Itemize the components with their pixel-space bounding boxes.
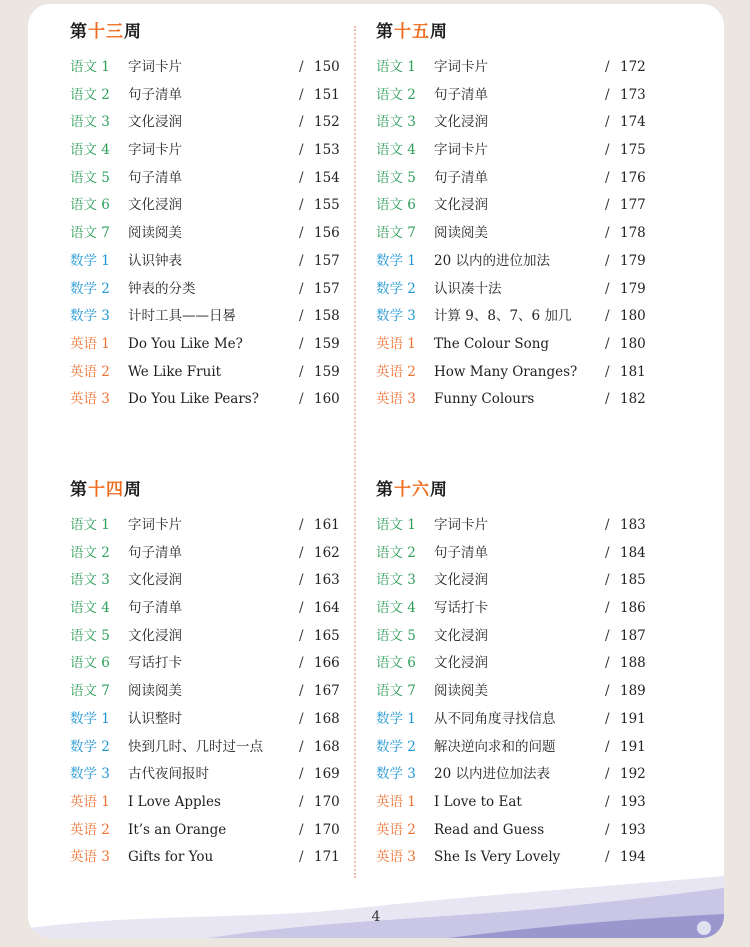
lesson-title: How Many Oranges? bbox=[434, 363, 578, 380]
subject-label: 语文 1 bbox=[376, 59, 416, 75]
subject-label: 数学 3 bbox=[376, 766, 416, 783]
subject-label: 语文 2 bbox=[70, 86, 110, 103]
toc-row[interactable] bbox=[376, 761, 656, 789]
subject-label: 语文 5 bbox=[70, 169, 110, 186]
subject-label: 数学 3 bbox=[70, 308, 110, 325]
subject-label: 英语 2 bbox=[376, 821, 416, 838]
subject-label: 数学 1 bbox=[376, 710, 416, 727]
toc-row[interactable] bbox=[376, 359, 656, 387]
separator: / bbox=[605, 517, 610, 533]
subject-label: 语文 5 bbox=[376, 627, 416, 644]
page-ref: 169 bbox=[314, 766, 340, 783]
separator: / bbox=[299, 683, 304, 700]
page-ref: 152 bbox=[314, 114, 340, 131]
week-title: 第十四周 bbox=[70, 480, 142, 500]
week-title: 第十三周 bbox=[70, 22, 142, 42]
lesson-title: 计时工具——日晷 bbox=[128, 308, 236, 325]
subject-label: 数学 2 bbox=[376, 280, 416, 297]
separator: / bbox=[605, 793, 610, 810]
page-ref: 154 bbox=[314, 169, 340, 186]
lesson-title: 阅读阅美 bbox=[434, 683, 488, 700]
separator: / bbox=[299, 86, 304, 103]
page-ref: 174 bbox=[620, 114, 646, 131]
toc-row[interactable] bbox=[70, 595, 350, 623]
separator: / bbox=[605, 114, 610, 131]
lesson-title: 认识钟表 bbox=[128, 252, 182, 269]
lesson-title: 古代夜间报时 bbox=[128, 766, 209, 783]
subject-label: 语文 1 bbox=[376, 517, 416, 533]
lesson-title: 认识整时 bbox=[128, 710, 182, 727]
lesson-title: 阅读阅美 bbox=[128, 683, 182, 700]
toc-row[interactable] bbox=[70, 734, 350, 762]
toc-row[interactable] bbox=[70, 761, 350, 789]
toc-row[interactable] bbox=[70, 650, 350, 678]
subject-label: 语文 7 bbox=[376, 683, 416, 700]
separator: / bbox=[605, 391, 610, 408]
page-ref: 191 bbox=[620, 738, 646, 755]
separator: / bbox=[299, 114, 304, 131]
separator: / bbox=[299, 627, 304, 644]
toc-row[interactable] bbox=[376, 165, 656, 193]
separator: / bbox=[299, 849, 304, 866]
subject-label: 英语 2 bbox=[70, 363, 110, 380]
separator: / bbox=[605, 821, 610, 838]
separator: / bbox=[605, 363, 610, 380]
lesson-title: 阅读阅美 bbox=[434, 225, 488, 242]
subject-label: 数学 2 bbox=[376, 738, 416, 755]
toc-row[interactable] bbox=[376, 386, 656, 414]
week-title: 第十五周 bbox=[376, 22, 448, 42]
page-ref: 166 bbox=[314, 655, 340, 672]
subject-label: 语文 3 bbox=[376, 114, 416, 131]
subject-label: 数学 3 bbox=[376, 308, 416, 325]
lesson-title: 计算 9、8、7、6 加几 bbox=[434, 308, 572, 325]
page-ref: 181 bbox=[620, 363, 646, 380]
separator: / bbox=[605, 169, 610, 186]
separator: / bbox=[605, 142, 610, 159]
subject-label: 语文 6 bbox=[376, 197, 416, 214]
lesson-title: 文化浸润 bbox=[434, 627, 488, 644]
lesson-title: 20 以内的进位加法 bbox=[434, 252, 550, 269]
page-ref: 157 bbox=[314, 280, 340, 297]
lesson-title: The Colour Song bbox=[434, 335, 550, 352]
page-ref: 159 bbox=[314, 363, 340, 380]
subject-label: 数学 2 bbox=[70, 280, 110, 297]
separator: / bbox=[605, 308, 610, 325]
page-ref: 168 bbox=[314, 710, 340, 727]
subject-label: 语文 6 bbox=[376, 655, 416, 672]
separator: / bbox=[299, 766, 304, 783]
subject-label: 语文 3 bbox=[376, 572, 416, 589]
separator: / bbox=[605, 544, 610, 561]
lesson-title: 快到几时、几时过一点 bbox=[128, 738, 263, 755]
separator: / bbox=[605, 572, 610, 589]
subject-label: 语文 3 bbox=[70, 572, 110, 589]
subject-label: 英语 1 bbox=[70, 793, 110, 810]
page-ref: 182 bbox=[620, 391, 646, 408]
toc-row[interactable] bbox=[70, 331, 350, 359]
lesson-title: 文化浸润 bbox=[434, 197, 488, 214]
separator: / bbox=[299, 59, 304, 75]
toc-row[interactable] bbox=[376, 706, 656, 734]
toc-row[interactable] bbox=[376, 109, 656, 137]
subject-label: 语文 5 bbox=[70, 627, 110, 644]
separator: / bbox=[605, 86, 610, 103]
separator: / bbox=[605, 225, 610, 242]
subject-label: 英语 2 bbox=[376, 363, 416, 380]
separator: / bbox=[299, 142, 304, 159]
toc-row[interactable] bbox=[376, 137, 656, 165]
lesson-title: 认识凑十法 bbox=[434, 280, 502, 297]
week-13-section bbox=[70, 14, 350, 414]
page-ref: 172 bbox=[620, 59, 646, 75]
subject-label: 语文 1 bbox=[70, 517, 110, 533]
lesson-title: 字词卡片 bbox=[434, 59, 488, 75]
page-ref: 171 bbox=[314, 849, 340, 866]
lesson-title: 文化浸润 bbox=[434, 655, 488, 672]
page-ref: 170 bbox=[314, 821, 340, 838]
page-ref: 191 bbox=[620, 710, 646, 727]
toc-row[interactable] bbox=[70, 54, 350, 82]
separator: / bbox=[605, 59, 610, 75]
separator: / bbox=[299, 738, 304, 755]
toc-row[interactable] bbox=[70, 276, 350, 304]
lesson-title: 句子清单 bbox=[434, 169, 488, 186]
toc-row[interactable] bbox=[376, 734, 656, 762]
lesson-title: 从不同角度寻找信息 bbox=[434, 710, 556, 727]
separator: / bbox=[605, 738, 610, 755]
page-ref: 157 bbox=[314, 252, 340, 269]
toc-row[interactable] bbox=[376, 276, 656, 304]
toc-row[interactable] bbox=[376, 54, 656, 82]
subject-label: 英语 1 bbox=[376, 335, 416, 352]
toc-row[interactable] bbox=[376, 595, 656, 623]
separator: / bbox=[299, 572, 304, 589]
page-ref: 177 bbox=[620, 197, 646, 214]
lesson-title: 20 以内进位加法表 bbox=[434, 766, 550, 783]
page-ref: 188 bbox=[620, 655, 646, 672]
subject-label: 英语 2 bbox=[70, 821, 110, 838]
subject-label: 数学 1 bbox=[376, 252, 416, 269]
toc-row[interactable] bbox=[70, 567, 350, 595]
subject-label: 语文 2 bbox=[376, 544, 416, 561]
page-ref: 192 bbox=[620, 766, 646, 783]
toc-list bbox=[376, 512, 656, 872]
toc-row[interactable] bbox=[70, 109, 350, 137]
lesson-title: I Love to Eat bbox=[434, 793, 522, 810]
separator: / bbox=[605, 197, 610, 214]
separator: / bbox=[299, 280, 304, 297]
page-ref: 168 bbox=[314, 738, 340, 755]
separator: / bbox=[299, 391, 304, 408]
separator: / bbox=[605, 655, 610, 672]
page-ref: 193 bbox=[620, 793, 646, 810]
separator: / bbox=[299, 363, 304, 380]
lesson-title: 字词卡片 bbox=[128, 517, 182, 533]
lesson-title: 句子清单 bbox=[128, 600, 182, 617]
toc-row[interactable] bbox=[376, 220, 656, 248]
toc-row[interactable] bbox=[376, 303, 656, 331]
lesson-title: 文化浸润 bbox=[128, 197, 182, 214]
page-ref: 155 bbox=[314, 197, 340, 214]
toc-row[interactable] bbox=[70, 386, 350, 414]
separator: / bbox=[299, 544, 304, 561]
lesson-title: We Like Fruit bbox=[128, 363, 222, 380]
page-ref: 179 bbox=[620, 280, 646, 297]
subject-label: 语文 4 bbox=[376, 142, 416, 159]
page-ref: 194 bbox=[620, 849, 646, 866]
lesson-title: 写话打卡 bbox=[128, 655, 182, 672]
subject-label: 语文 4 bbox=[70, 600, 110, 617]
lesson-title: 写话打卡 bbox=[434, 600, 488, 617]
lesson-title: 文化浸润 bbox=[128, 572, 182, 589]
week-15-section bbox=[376, 14, 656, 414]
subject-label: 英语 1 bbox=[376, 793, 416, 810]
lesson-title: 字词卡片 bbox=[434, 517, 488, 533]
page-ref: 164 bbox=[314, 600, 340, 617]
subject-label: 语文 2 bbox=[376, 86, 416, 103]
separator: / bbox=[605, 849, 610, 866]
separator: / bbox=[299, 517, 304, 533]
week-title: 第十六周 bbox=[376, 480, 448, 500]
toc-row[interactable] bbox=[70, 248, 350, 276]
lesson-title: 句子清单 bbox=[128, 169, 182, 186]
subject-label: 语文 6 bbox=[70, 197, 110, 214]
week-16-section bbox=[376, 472, 656, 872]
week-14-section bbox=[70, 472, 350, 872]
toc-row[interactable] bbox=[70, 192, 350, 220]
lesson-title: Do You Like Me? bbox=[128, 335, 243, 352]
toc-row[interactable] bbox=[376, 678, 656, 706]
toc-row[interactable] bbox=[70, 540, 350, 568]
toc-row[interactable] bbox=[70, 512, 350, 540]
lesson-title: 文化浸润 bbox=[128, 627, 182, 644]
lesson-title: 句子清单 bbox=[434, 544, 488, 561]
separator: / bbox=[299, 793, 304, 810]
page-ref: 187 bbox=[620, 627, 646, 644]
toc-row[interactable] bbox=[376, 331, 656, 359]
subject-label: 英语 3 bbox=[376, 849, 416, 866]
toc-row[interactable] bbox=[70, 220, 350, 248]
subject-label: 数学 1 bbox=[70, 252, 110, 269]
page-ref: 167 bbox=[314, 683, 340, 700]
subject-label: 语文 2 bbox=[70, 544, 110, 561]
separator: / bbox=[605, 252, 610, 269]
subject-label: 英语 3 bbox=[70, 391, 110, 408]
toc-row[interactable] bbox=[376, 248, 656, 276]
toc-row[interactable] bbox=[376, 650, 656, 678]
subject-label: 语文 7 bbox=[376, 225, 416, 242]
page-ref: 176 bbox=[620, 169, 646, 186]
lesson-title: I Love Apples bbox=[128, 793, 221, 810]
separator: / bbox=[299, 225, 304, 242]
separator: / bbox=[605, 600, 610, 617]
page-ref: 185 bbox=[620, 572, 646, 589]
subject-label: 语文 3 bbox=[70, 114, 110, 131]
toc-row[interactable] bbox=[70, 789, 350, 817]
toc-page bbox=[28, 4, 724, 938]
toc-row[interactable] bbox=[376, 82, 656, 110]
separator: / bbox=[605, 627, 610, 644]
separator: / bbox=[299, 169, 304, 186]
page-ref: 180 bbox=[620, 308, 646, 325]
lesson-title: 句子清单 bbox=[128, 86, 182, 103]
page-ref: 163 bbox=[314, 572, 340, 589]
toc-row[interactable] bbox=[70, 678, 350, 706]
lesson-title: Funny Colours bbox=[434, 391, 535, 408]
subject-label: 语文 1 bbox=[70, 59, 110, 75]
decorative-waves bbox=[28, 858, 724, 938]
separator: / bbox=[605, 710, 610, 727]
lesson-title: 文化浸润 bbox=[128, 114, 182, 131]
subject-label: 语文 6 bbox=[70, 655, 110, 672]
page-ref: 158 bbox=[314, 308, 340, 325]
subject-label: 英语 3 bbox=[70, 849, 110, 866]
lesson-title: It’s an Orange bbox=[128, 821, 227, 838]
separator: / bbox=[299, 600, 304, 617]
toc-list bbox=[70, 54, 350, 414]
page-ref: 162 bbox=[314, 544, 340, 561]
separator: / bbox=[299, 335, 304, 352]
page-ref: 153 bbox=[314, 142, 340, 159]
toc-row[interactable] bbox=[376, 192, 656, 220]
page-ref: 160 bbox=[314, 391, 340, 408]
page-ref: 178 bbox=[620, 225, 646, 242]
column-divider bbox=[354, 26, 356, 878]
separator: / bbox=[605, 683, 610, 700]
lesson-title: Do You Like Pears? bbox=[128, 391, 259, 408]
subject-label: 语文 5 bbox=[376, 169, 416, 186]
toc-row[interactable] bbox=[376, 540, 656, 568]
toc-row[interactable] bbox=[70, 706, 350, 734]
page-ref: 183 bbox=[620, 517, 646, 533]
toc-row[interactable] bbox=[70, 303, 350, 331]
page-ref: 151 bbox=[314, 86, 340, 103]
subject-label: 语文 7 bbox=[70, 683, 110, 700]
separator: / bbox=[299, 308, 304, 325]
subject-label: 英语 3 bbox=[376, 391, 416, 408]
separator: / bbox=[299, 655, 304, 672]
page-number: 4 bbox=[371, 909, 381, 925]
separator: / bbox=[605, 766, 610, 783]
page-ref: 193 bbox=[620, 821, 646, 838]
subject-label: 数学 3 bbox=[70, 766, 110, 783]
page-ref: 156 bbox=[314, 225, 340, 242]
separator: / bbox=[299, 710, 304, 727]
page-ref: 150 bbox=[314, 59, 340, 75]
toc-row[interactable] bbox=[376, 623, 656, 651]
subject-label: 数学 2 bbox=[70, 738, 110, 755]
page-ref: 175 bbox=[620, 142, 646, 159]
separator: / bbox=[299, 821, 304, 838]
page-ref: 170 bbox=[314, 793, 340, 810]
subject-label: 数学 1 bbox=[70, 710, 110, 727]
toc-row[interactable] bbox=[376, 817, 656, 845]
separator: / bbox=[299, 197, 304, 214]
toc-row[interactable] bbox=[376, 512, 656, 540]
toc-row[interactable] bbox=[376, 789, 656, 817]
lesson-title: 文化浸润 bbox=[434, 114, 488, 131]
lesson-title: 句子清单 bbox=[434, 86, 488, 103]
lesson-title: 钟表的分类 bbox=[128, 280, 196, 297]
toc-list bbox=[376, 54, 656, 414]
separator: / bbox=[299, 252, 304, 269]
separator: / bbox=[605, 280, 610, 297]
page-ref: 161 bbox=[314, 517, 340, 533]
lesson-title: Gifts for You bbox=[128, 849, 214, 866]
lesson-title: 句子清单 bbox=[128, 544, 182, 561]
page-ref: 179 bbox=[620, 252, 646, 269]
toc-row[interactable] bbox=[70, 137, 350, 165]
separator: / bbox=[605, 335, 610, 352]
page-ref: 180 bbox=[620, 335, 646, 352]
page-ref: 165 bbox=[314, 627, 340, 644]
toc-row[interactable] bbox=[70, 165, 350, 193]
lesson-title: She Is Very Lovely bbox=[434, 849, 561, 866]
toc-row[interactable] bbox=[70, 359, 350, 387]
subject-label: 英语 1 bbox=[70, 335, 110, 352]
subject-label: 语文 4 bbox=[70, 142, 110, 159]
lesson-title: Read and Guess bbox=[434, 821, 545, 838]
lesson-title: 字词卡片 bbox=[128, 142, 182, 159]
subject-label: 语文 7 bbox=[70, 225, 110, 242]
toc-list bbox=[70, 512, 350, 872]
page-ref: 184 bbox=[620, 544, 646, 561]
lesson-title: 阅读阅美 bbox=[128, 225, 182, 242]
toc-row[interactable] bbox=[70, 817, 350, 845]
lesson-title: 文化浸润 bbox=[434, 572, 488, 589]
subject-label: 语文 4 bbox=[376, 600, 416, 617]
page-ref: 159 bbox=[314, 335, 340, 352]
page-ref: 173 bbox=[620, 86, 646, 103]
toc-row[interactable] bbox=[70, 623, 350, 651]
lesson-title: 字词卡片 bbox=[434, 142, 488, 159]
lesson-title: 字词卡片 bbox=[128, 59, 182, 75]
lesson-title: 解决逆向求和的问题 bbox=[434, 738, 556, 755]
page-ref: 186 bbox=[620, 600, 646, 617]
toc-row[interactable] bbox=[70, 82, 350, 110]
page-ref: 189 bbox=[620, 683, 646, 700]
toc-row[interactable] bbox=[376, 567, 656, 595]
